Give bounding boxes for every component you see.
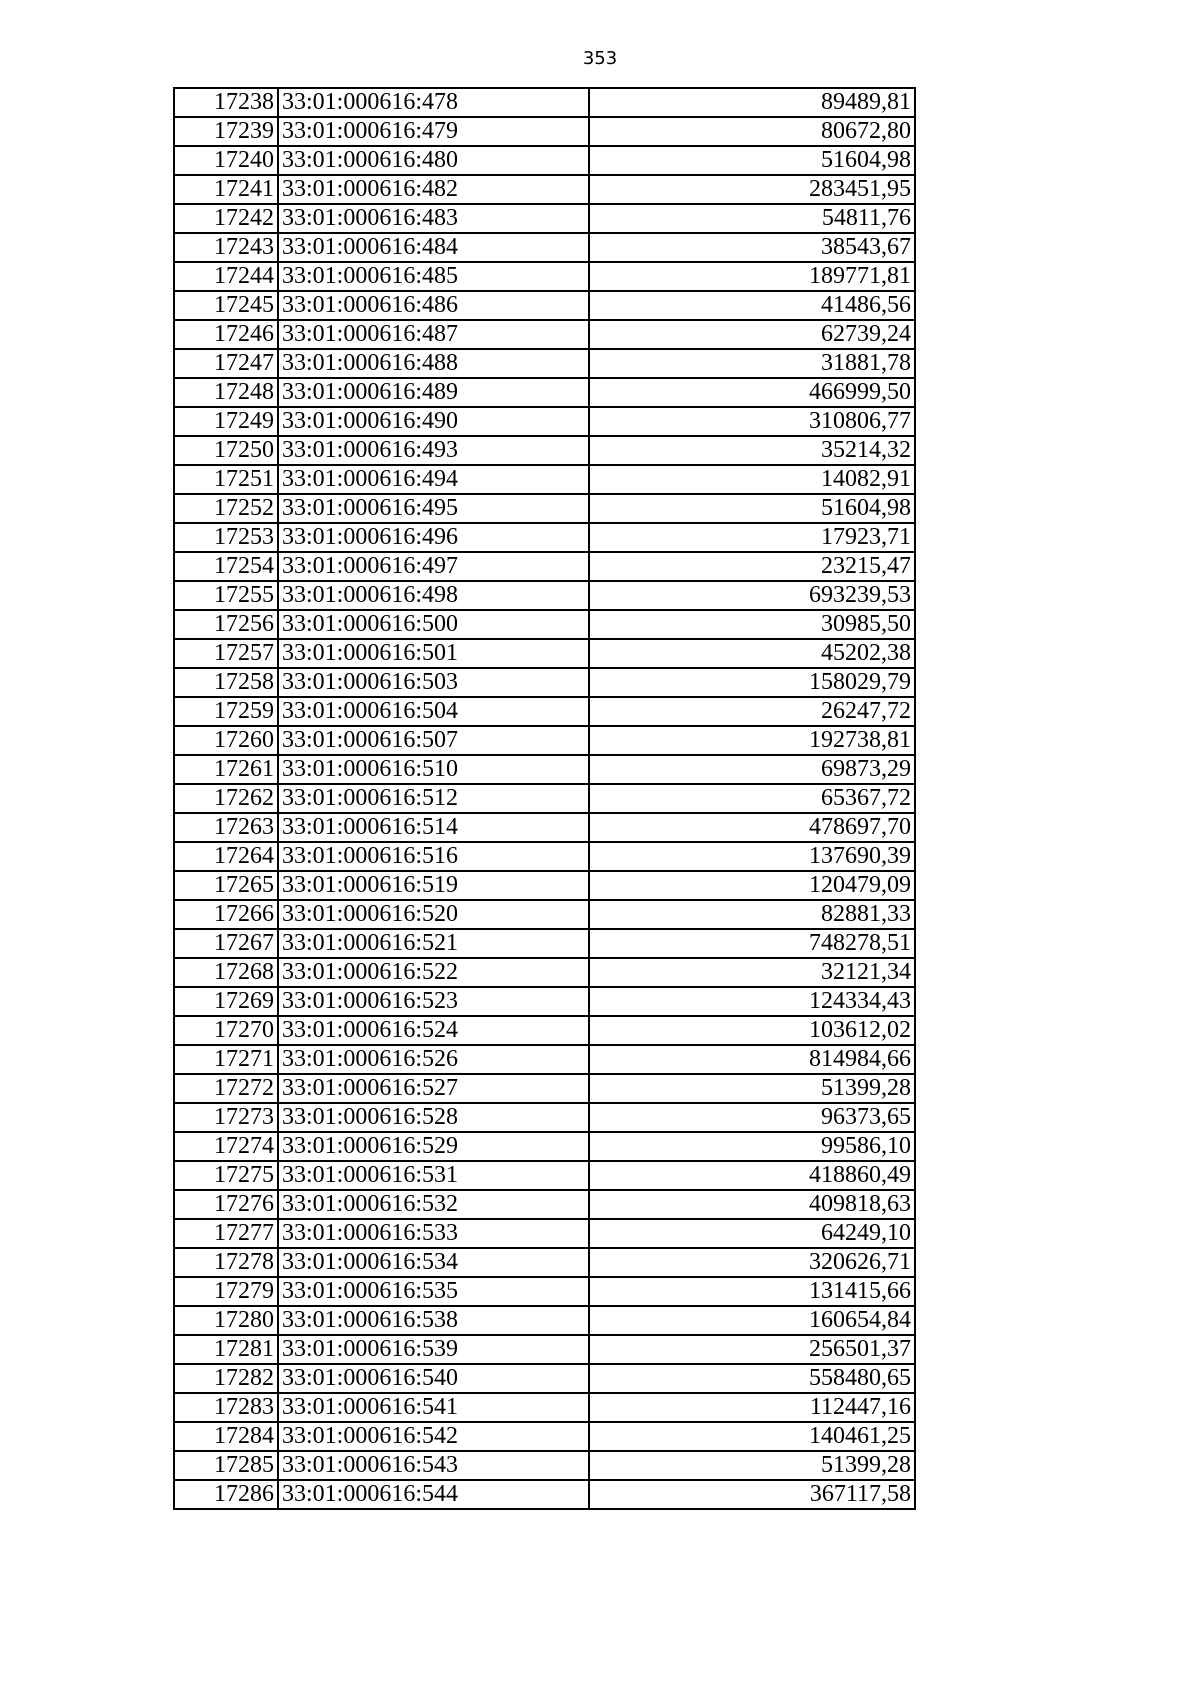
table-row (174, 1335, 915, 1364)
row-number-cell: 17253 (174, 523, 278, 552)
cadastral-value-cell: 45202,38 (589, 639, 915, 668)
table-row (174, 581, 915, 610)
cadastral-number-cell: 33:01:000616:496 (278, 523, 589, 552)
cadastral-number-cell: 33:01:000616:489 (278, 378, 589, 407)
row-number-cell: 17264 (174, 842, 278, 871)
table-row (174, 204, 915, 233)
cadastral-number-cell: 33:01:000616:484 (278, 233, 589, 262)
table-row (174, 842, 915, 871)
cadastral-value-cell: 62739,24 (589, 320, 915, 349)
cadastral-number-cell: 33:01:000616:478 (278, 88, 589, 117)
row-number-cell: 17278 (174, 1248, 278, 1277)
cadastral-number-cell: 33:01:000616:532 (278, 1190, 589, 1219)
cadastral-number-cell: 33:01:000616:487 (278, 320, 589, 349)
table-row (174, 1277, 915, 1306)
table-row (174, 784, 915, 813)
table-row (174, 1480, 915, 1509)
row-number-cell: 17240 (174, 146, 278, 175)
cadastral-number-cell: 33:01:000616:538 (278, 1306, 589, 1335)
row-number-cell: 17283 (174, 1393, 278, 1422)
cadastral-number-cell: 33:01:000616:526 (278, 1045, 589, 1074)
row-number-cell: 17260 (174, 726, 278, 755)
cadastral-value-cell: 23215,47 (589, 552, 915, 581)
cadastral-value-cell: 17923,71 (589, 523, 915, 552)
cadastral-number-cell: 33:01:000616:507 (278, 726, 589, 755)
cadastral-value-cell: 131415,66 (589, 1277, 915, 1306)
table-row (174, 378, 915, 407)
cadastral-number-cell: 33:01:000616:541 (278, 1393, 589, 1422)
table-row (174, 929, 915, 958)
cadastral-value-cell: 558480,65 (589, 1364, 915, 1393)
cadastral-value-cell: 69873,29 (589, 755, 915, 784)
row-number-cell: 17273 (174, 1103, 278, 1132)
table-row (174, 436, 915, 465)
row-number-cell: 17270 (174, 1016, 278, 1045)
cadastral-value-table (173, 87, 916, 1510)
cadastral-value-cell: 41486,56 (589, 291, 915, 320)
cadastral-value-cell: 112447,16 (589, 1393, 915, 1422)
row-number-cell: 17261 (174, 755, 278, 784)
row-number-cell: 17254 (174, 552, 278, 581)
table-row (174, 320, 915, 349)
cadastral-value-cell: 96373,65 (589, 1103, 915, 1132)
table-row (174, 1393, 915, 1422)
cadastral-number-cell: 33:01:000616:519 (278, 871, 589, 900)
table-row (174, 1364, 915, 1393)
cadastral-value-cell: 693239,53 (589, 581, 915, 610)
cadastral-value-cell: 32121,34 (589, 958, 915, 987)
cadastral-value-cell: 31881,78 (589, 349, 915, 378)
row-number-cell: 17280 (174, 1306, 278, 1335)
table-row (174, 1306, 915, 1335)
cadastral-value-cell: 64249,10 (589, 1219, 915, 1248)
cadastral-number-cell: 33:01:000616:493 (278, 436, 589, 465)
table-row (174, 146, 915, 175)
row-number-cell: 17284 (174, 1422, 278, 1451)
table-row (174, 755, 915, 784)
cadastral-value-cell: 51604,98 (589, 494, 915, 523)
table-row (174, 1248, 915, 1277)
cadastral-value-cell: 120479,09 (589, 871, 915, 900)
cadastral-value-cell: 466999,50 (589, 378, 915, 407)
cadastral-number-cell: 33:01:000616:523 (278, 987, 589, 1016)
row-number-cell: 17268 (174, 958, 278, 987)
cadastral-value-cell: 137690,39 (589, 842, 915, 871)
row-number-cell: 17276 (174, 1190, 278, 1219)
table-row (174, 726, 915, 755)
cadastral-number-cell: 33:01:000616:497 (278, 552, 589, 581)
cadastral-value-cell: 51399,28 (589, 1451, 915, 1480)
cadastral-value-cell: 256501,37 (589, 1335, 915, 1364)
cadastral-number-cell: 33:01:000616:501 (278, 639, 589, 668)
cadastral-value-cell: 51604,98 (589, 146, 915, 175)
cadastral-value-cell: 140461,25 (589, 1422, 915, 1451)
cadastral-number-cell: 33:01:000616:510 (278, 755, 589, 784)
cadastral-number-cell: 33:01:000616:488 (278, 349, 589, 378)
cadastral-number-cell: 33:01:000616:543 (278, 1451, 589, 1480)
cadastral-number-cell: 33:01:000616:542 (278, 1422, 589, 1451)
row-number-cell: 17245 (174, 291, 278, 320)
row-number-cell: 17255 (174, 581, 278, 610)
row-number-cell: 17249 (174, 407, 278, 436)
table-row (174, 1016, 915, 1045)
row-number-cell: 17256 (174, 610, 278, 639)
table-row (174, 813, 915, 842)
row-number-cell: 17281 (174, 1335, 278, 1364)
cadastral-number-cell: 33:01:000616:533 (278, 1219, 589, 1248)
row-number-cell: 17244 (174, 262, 278, 291)
row-number-cell: 17248 (174, 378, 278, 407)
row-number-cell: 17241 (174, 175, 278, 204)
row-number-cell: 17258 (174, 668, 278, 697)
cadastral-number-cell: 33:01:000616:512 (278, 784, 589, 813)
cadastral-value-cell: 54811,76 (589, 204, 915, 233)
row-number-cell: 17272 (174, 1074, 278, 1103)
cadastral-number-cell: 33:01:000616:482 (278, 175, 589, 204)
row-number-cell: 17286 (174, 1480, 278, 1509)
cadastral-value-cell: 26247,72 (589, 697, 915, 726)
cadastral-value-cell: 478697,70 (589, 813, 915, 842)
table-row (174, 465, 915, 494)
row-number-cell: 17252 (174, 494, 278, 523)
cadastral-value-cell: 80672,80 (589, 117, 915, 146)
cadastral-number-cell: 33:01:000616:514 (278, 813, 589, 842)
table-body (174, 88, 915, 1509)
cadastral-number-cell: 33:01:000616:528 (278, 1103, 589, 1132)
cadastral-number-cell: 33:01:000616:521 (278, 929, 589, 958)
cadastral-value-cell: 30985,50 (589, 610, 915, 639)
cadastral-number-cell: 33:01:000616:490 (278, 407, 589, 436)
cadastral-value-cell: 367117,58 (589, 1480, 915, 1509)
row-number-cell: 17266 (174, 900, 278, 929)
cadastral-number-cell: 33:01:000616:483 (278, 204, 589, 233)
row-number-cell: 17263 (174, 813, 278, 842)
cadastral-number-cell: 33:01:000616:485 (278, 262, 589, 291)
table-row (174, 407, 915, 436)
table-row (174, 958, 915, 987)
table-row (174, 175, 915, 204)
table-row (174, 1451, 915, 1480)
cadastral-value-cell: 124334,43 (589, 987, 915, 1016)
cadastral-value-cell: 310806,77 (589, 407, 915, 436)
row-number-cell: 17262 (174, 784, 278, 813)
cadastral-number-cell: 33:01:000616:524 (278, 1016, 589, 1045)
row-number-cell: 17242 (174, 204, 278, 233)
table-row (174, 610, 915, 639)
table-row (174, 1219, 915, 1248)
table-row (174, 871, 915, 900)
table-row (174, 291, 915, 320)
cadastral-value-cell: 35214,32 (589, 436, 915, 465)
row-number-cell: 17285 (174, 1451, 278, 1480)
cadastral-number-cell: 33:01:000616:500 (278, 610, 589, 639)
cadastral-value-cell: 14082,91 (589, 465, 915, 494)
cadastral-value-cell: 51399,28 (589, 1074, 915, 1103)
row-number-cell: 17274 (174, 1132, 278, 1161)
cadastral-value-cell: 65367,72 (589, 784, 915, 813)
cadastral-value-cell: 409818,63 (589, 1190, 915, 1219)
row-number-cell: 17279 (174, 1277, 278, 1306)
table-row (174, 233, 915, 262)
cadastral-number-cell: 33:01:000616:522 (278, 958, 589, 987)
table-row (174, 1045, 915, 1074)
table-row (174, 1190, 915, 1219)
table-row (174, 1161, 915, 1190)
cadastral-number-cell: 33:01:000616:494 (278, 465, 589, 494)
cadastral-value-cell: 283451,95 (589, 175, 915, 204)
cadastral-value-cell: 320626,71 (589, 1248, 915, 1277)
cadastral-number-cell: 33:01:000616:486 (278, 291, 589, 320)
table-row (174, 1103, 915, 1132)
row-number-cell: 17271 (174, 1045, 278, 1074)
row-number-cell: 17275 (174, 1161, 278, 1190)
table-row (174, 262, 915, 291)
table-row (174, 1074, 915, 1103)
row-number-cell: 17239 (174, 117, 278, 146)
row-number-cell: 17247 (174, 349, 278, 378)
cadastral-number-cell: 33:01:000616:540 (278, 1364, 589, 1393)
cadastral-value-cell: 192738,81 (589, 726, 915, 755)
cadastral-value-cell: 103612,02 (589, 1016, 915, 1045)
cadastral-value-cell: 748278,51 (589, 929, 915, 958)
cadastral-number-cell: 33:01:000616:479 (278, 117, 589, 146)
row-number-cell: 17246 (174, 320, 278, 349)
table-row (174, 900, 915, 929)
cadastral-value-cell: 160654,84 (589, 1306, 915, 1335)
cadastral-number-cell: 33:01:000616:539 (278, 1335, 589, 1364)
row-number-cell: 17282 (174, 1364, 278, 1393)
cadastral-number-cell: 33:01:000616:529 (278, 1132, 589, 1161)
cadastral-number-cell: 33:01:000616:503 (278, 668, 589, 697)
table-row (174, 494, 915, 523)
cadastral-number-cell: 33:01:000616:480 (278, 146, 589, 175)
table-row (174, 117, 915, 146)
table-row (174, 552, 915, 581)
table-row (174, 88, 915, 117)
cadastral-number-cell: 33:01:000616:534 (278, 1248, 589, 1277)
cadastral-value-cell: 38543,67 (589, 233, 915, 262)
table-row (174, 1422, 915, 1451)
table-row (174, 697, 915, 726)
table-row (174, 639, 915, 668)
cadastral-number-cell: 33:01:000616:527 (278, 1074, 589, 1103)
row-number-cell: 17277 (174, 1219, 278, 1248)
cadastral-value-cell: 158029,79 (589, 668, 915, 697)
row-number-cell: 17267 (174, 929, 278, 958)
row-number-cell: 17251 (174, 465, 278, 494)
table-row (174, 349, 915, 378)
cadastral-number-cell: 33:01:000616:498 (278, 581, 589, 610)
cadastral-number-cell: 33:01:000616:531 (278, 1161, 589, 1190)
cadastral-value-cell: 189771,81 (589, 262, 915, 291)
table-row (174, 523, 915, 552)
cadastral-value-cell: 82881,33 (589, 900, 915, 929)
table-row (174, 987, 915, 1016)
row-number-cell: 17259 (174, 697, 278, 726)
table-row (174, 668, 915, 697)
cadastral-number-cell: 33:01:000616:520 (278, 900, 589, 929)
cadastral-value-cell: 99586,10 (589, 1132, 915, 1161)
cadastral-number-cell: 33:01:000616:516 (278, 842, 589, 871)
row-number-cell: 17243 (174, 233, 278, 262)
row-number-cell: 17257 (174, 639, 278, 668)
cadastral-value-cell: 89489,81 (589, 88, 915, 117)
cadastral-number-cell: 33:01:000616:535 (278, 1277, 589, 1306)
cadastral-value-cell: 418860,49 (589, 1161, 915, 1190)
row-number-cell: 17265 (174, 871, 278, 900)
row-number-cell: 17250 (174, 436, 278, 465)
table-row (174, 1132, 915, 1161)
cadastral-number-cell: 33:01:000616:504 (278, 697, 589, 726)
cadastral-number-cell: 33:01:000616:495 (278, 494, 589, 523)
cadastral-value-cell: 814984,66 (589, 1045, 915, 1074)
cadastral-number-cell: 33:01:000616:544 (278, 1480, 589, 1509)
row-number-cell: 17269 (174, 987, 278, 1016)
page-number: 353 (582, 48, 618, 69)
row-number-cell: 17238 (174, 88, 278, 117)
